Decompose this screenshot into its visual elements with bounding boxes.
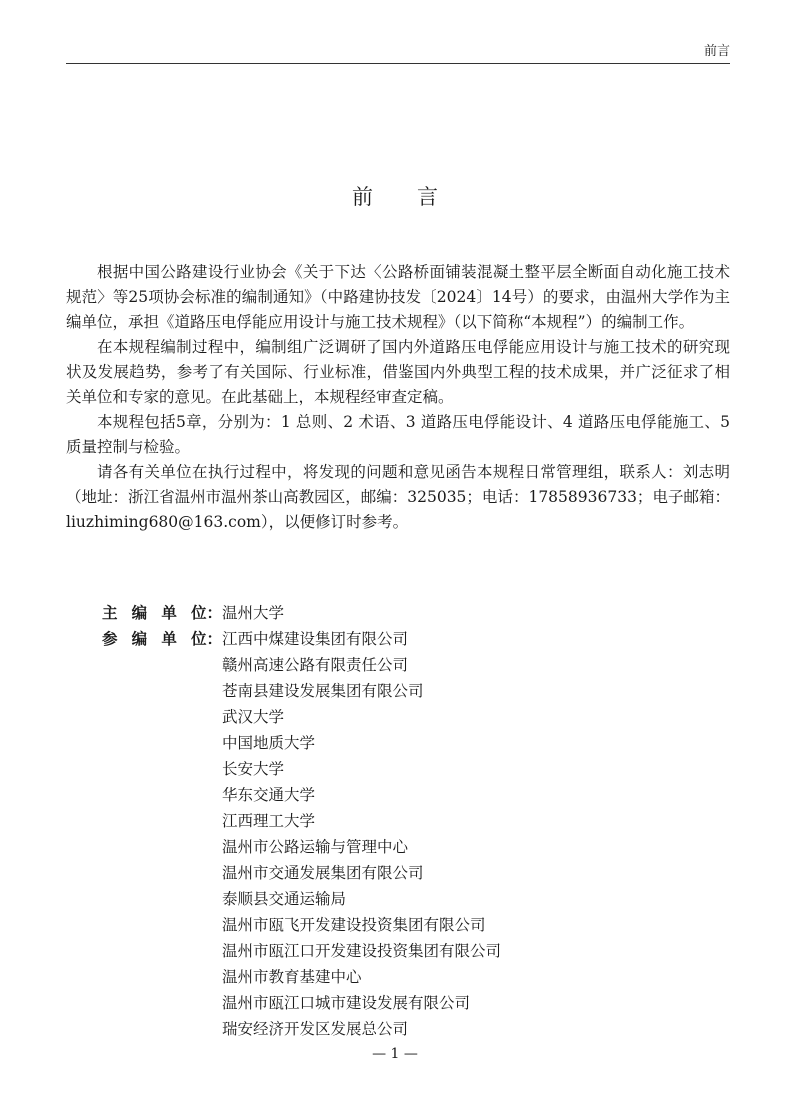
list-item: 温州市瓯江口城市建设发展有限公司 [222,994,471,1012]
chief-unit-label: 主 编 单 位： [102,603,222,622]
paragraph: 在本规程编制过程中，编制组广泛调研了国内外道路压电俘能应用设计与施工技术的研究现状及发展趋势，参考了有关国际、行业标准，借鉴国内外典型工程的技术成果，并广泛征求了相关单位和专家的意见。在此基础上，本规程经审查定稿。 [66,338,730,406]
list-item: 武汉大学 [222,708,285,726]
chief-unit-list [222,600,284,626]
list-item: 温州市教育基建中心 [222,968,362,986]
chief-unit-row [102,600,501,626]
preface-body [66,260,730,535]
header-rule [66,63,730,64]
list-item: 泰顺县交通运输局 [222,890,347,908]
paragraph: 本规程包括5章，分别为：1 总则、2 术语、3 道路压电俘能设计、4 道路压电俘能施工、5 质量控制与检验。 [66,413,730,456]
list-item: 瑞安经济开发区发展总公司 [222,1020,409,1038]
list-item: 江西中煤建设集团有限公司 [222,630,409,648]
list-item: 苍南县建设发展集团有限公司 [222,682,424,700]
participating-unit-label: 参 编 单 位： [102,629,222,648]
page-number: — 1 — [372,1046,418,1062]
participating-unit-row [102,626,501,1042]
title-char-1: 前 [352,185,373,209]
list-item: 温州市公路运输与管理中心 [222,838,409,856]
title-char-2: 言 [417,185,438,209]
paragraph: 根据中国公路建设行业协会《关于下达〈公路桥面铺装混凝土整平层全断面自动化施工技术规范〉等25项协会标准的编制通知》（中路建协技发〔2024〕14号）的要求，由温州大学作为主编单位，承担《道路压电俘能应用设计与施工技术规程》（以下简称“本规程”）的编制工作。 [66,263,730,331]
list-item: 江西理工大学 [222,812,316,830]
running-header-title: 前言 [703,44,730,59]
list-item: 温州市瓯江口开发建设投资集团有限公司 [222,942,502,960]
participating-unit-list [222,626,501,1042]
editing-units [102,600,501,1042]
paragraph: 请各有关单位在执行过程中，将发现的问题和意见函告本规程日常管理组，联系人：刘志明（地址：浙江省温州市温州茶山高教园区，邮编：325035；电话：17858936733；电子邮箱：liuzhiming680@163.com），以便修订时参考。 [66,463,730,531]
list-item: 华东交通大学 [222,786,316,804]
list-item: 赣州高速公路有限责任公司 [222,656,409,674]
list-item: 温州市瓯飞开发建设投资集团有限公司 [222,916,486,934]
list-item: 中国地质大学 [222,734,316,752]
list-item: 温州市交通发展集团有限公司 [222,864,424,882]
list-item: 温州大学 [222,604,285,622]
page-title [0,181,790,211]
list-item: 长安大学 [222,760,285,778]
